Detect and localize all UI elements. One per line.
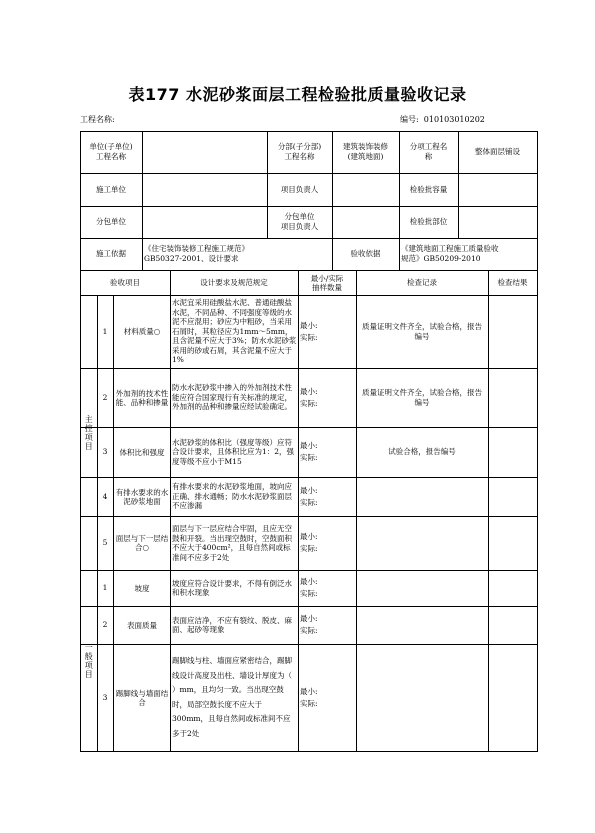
general_items-no: 2 xyxy=(102,620,108,630)
main_items-req: 防水水泥砂浆中掺入的外加剂技术性能应符合国家现行有关标准的规定，外加剂的品种和掺量应经试验确定。 xyxy=(172,383,292,412)
batch-part-label: 检验批部位 xyxy=(409,217,448,227)
main_items-result xyxy=(488,427,537,477)
main_items-min: 最小: xyxy=(300,441,318,451)
general_items-record xyxy=(360,570,484,606)
general_items-result xyxy=(488,570,537,606)
main_items-req: 有排水要求的水泥砂浆地面，坡向应正确、排水通畅；防水水泥砂浆面层不应渗漏 xyxy=(172,482,292,511)
general_items-actual: 实际: xyxy=(300,626,318,636)
proj-manager-label: 项目负责人 xyxy=(280,184,319,194)
item-label: 分项工程名 称 xyxy=(409,142,448,161)
main_items-result xyxy=(488,295,537,368)
col-design: 设计要求及规范规定 xyxy=(200,277,268,287)
main_items-record xyxy=(360,516,484,570)
code-label-text: 编号: xyxy=(400,115,419,124)
table-border xyxy=(142,238,143,271)
main_items-actual: 实际: xyxy=(300,453,318,463)
code-label xyxy=(400,114,485,125)
subunit-label: 分部(子分部) 工程名称 xyxy=(277,142,322,161)
main_items-req: 水泥砂浆的体积比（强度等级）应符合设计要求，且体积比应为1：2，强度等级不应小于M15 xyxy=(172,437,295,466)
main_items-name: 体积比和强度 xyxy=(119,447,165,457)
general_items-min: 最小: xyxy=(300,686,318,696)
main_items-no: 4 xyxy=(102,491,108,501)
table-border xyxy=(80,751,538,752)
col-items: 验收项目 xyxy=(110,277,140,287)
unit-label: 单位(子单位) 工程名称 xyxy=(89,142,133,161)
sub-manager-label: 分包单位 项目负责人 xyxy=(280,212,319,231)
table-border xyxy=(537,131,538,752)
general_items-req: 踢脚线与柱、墙面应紧密结合，踢脚线设计高度及出柱、墙设计厚度为（ ）mm，且均匀一致。当出现空鼓时，局部空鼓长度不应大于300mm，且每自然间或标准间不应多于2处 xyxy=(172,656,292,738)
main_items-min: 最小: xyxy=(300,320,318,330)
general_items-no: 3 xyxy=(102,692,108,702)
main_items-min: 最小: xyxy=(300,386,318,396)
contractor-label: 施工单位 xyxy=(96,184,126,194)
col-record: 检查记录 xyxy=(407,277,437,287)
general_items-no: 1 xyxy=(102,583,108,593)
main_items-name: 外加剂的技术性能、品种和掺量 xyxy=(115,388,169,407)
general-group-label: 一般项目 xyxy=(84,642,94,679)
main_items-actual: 实际: xyxy=(300,544,318,554)
code-value: 010103010202 xyxy=(423,115,485,124)
main-group-label: 主控项目 xyxy=(84,414,94,451)
basis-value: 《住宅装饰装修工程施工规范》 GB50327-2001、设计要求 xyxy=(144,244,249,263)
main_items-result xyxy=(488,516,537,570)
general_items-name: 坡度 xyxy=(134,583,150,593)
general_items-name: 表面质量 xyxy=(127,620,157,630)
item-value: 整体面层铺设 xyxy=(475,147,520,157)
general_items-result xyxy=(488,644,537,751)
general_items-actual: 实际: xyxy=(300,698,318,708)
main_items-actual: 实际: xyxy=(300,398,318,408)
subcontractor-label: 分包单位 xyxy=(96,217,126,227)
general_items-name: 踢脚线与墙面结合 xyxy=(115,688,169,707)
main_items-req: 面层与下一层应结合牢固，且应无空鼓和开裂。当出现空鼓时，空鼓面积不应大于400cm²，且每自然间或标准间不应多于2处 xyxy=(172,524,292,562)
main_items-no: 3 xyxy=(102,447,108,457)
general_items-min: 最小: xyxy=(300,614,318,624)
main_items-name: 面层与下一层结合○ xyxy=(115,534,169,552)
main_items-no: 5 xyxy=(102,538,108,548)
project-name-label: 工程名称: xyxy=(80,115,115,124)
general_items-req: 表面应洁净，不应有裂纹、脱皮、麻面、起砂等现象 xyxy=(172,615,292,634)
main_items-record: 质量证明文件齐全，试验合格，报告编号 xyxy=(362,321,482,341)
main_items-no: 1 xyxy=(102,326,108,336)
general_items-actual: 实际: xyxy=(300,589,318,599)
page-title: 表177 水泥砂浆面层工程检验批质量验收记录 xyxy=(128,85,467,104)
table-border xyxy=(113,295,114,752)
acceptance-label: 验收依据 xyxy=(350,249,381,259)
acceptance-value: 《建筑地面工程施工质量验收 规范》GB50209-2010 xyxy=(401,244,499,263)
table-border xyxy=(356,270,357,752)
general_items-min: 最小: xyxy=(300,577,318,587)
table-border xyxy=(399,238,400,271)
col-sample: 最小/实际 抽样数量 xyxy=(310,273,344,292)
main_items-record: 质量证明文件齐全，试验合格，报告编号 xyxy=(362,387,482,407)
main_items-no: 2 xyxy=(102,392,108,402)
main_items-min: 最小: xyxy=(300,532,318,542)
main_items-record: 试验合格，报告编号 xyxy=(388,447,456,456)
batch-capacity-label: 检验批容量 xyxy=(409,184,448,194)
general_items-record xyxy=(360,644,484,751)
main_items-record xyxy=(360,477,484,516)
main_items-name: 有排水要求的水泥砂浆地面 xyxy=(115,487,169,506)
main_items-actual: 实际: xyxy=(300,332,318,342)
main_items-min: 最小: xyxy=(300,485,318,495)
general_items-req: 坡度应符合设计要求，不得有倒泛水和积水现象 xyxy=(172,578,292,597)
basis-label: 施工依据 xyxy=(96,249,126,259)
col-result: 检查结果 xyxy=(497,277,528,287)
subunit-value: 建筑装饰装修 (建筑地面) xyxy=(343,142,388,161)
main_items-result xyxy=(488,477,537,516)
main_items-name: 材料质量○ xyxy=(123,327,161,336)
main_items-result xyxy=(488,368,537,427)
main_items-req: 水泥宜采用硅酸盐水泥、普通硅酸盐水泥，不同品种、不同强度等级的水泥不应混用；砂应为中粗砂，当采用石屑时，其粒径应为1mm～5mm，且含泥量不应大于3%；防水水泥砂浆采用的砂或石屑，其含泥量不应大于1% xyxy=(172,298,297,365)
table-border xyxy=(170,270,171,752)
table-border xyxy=(298,270,299,752)
main_items-actual: 实际: xyxy=(300,497,318,507)
general_items-record xyxy=(360,606,484,644)
general_items-result xyxy=(488,606,537,644)
table-border xyxy=(142,131,143,239)
